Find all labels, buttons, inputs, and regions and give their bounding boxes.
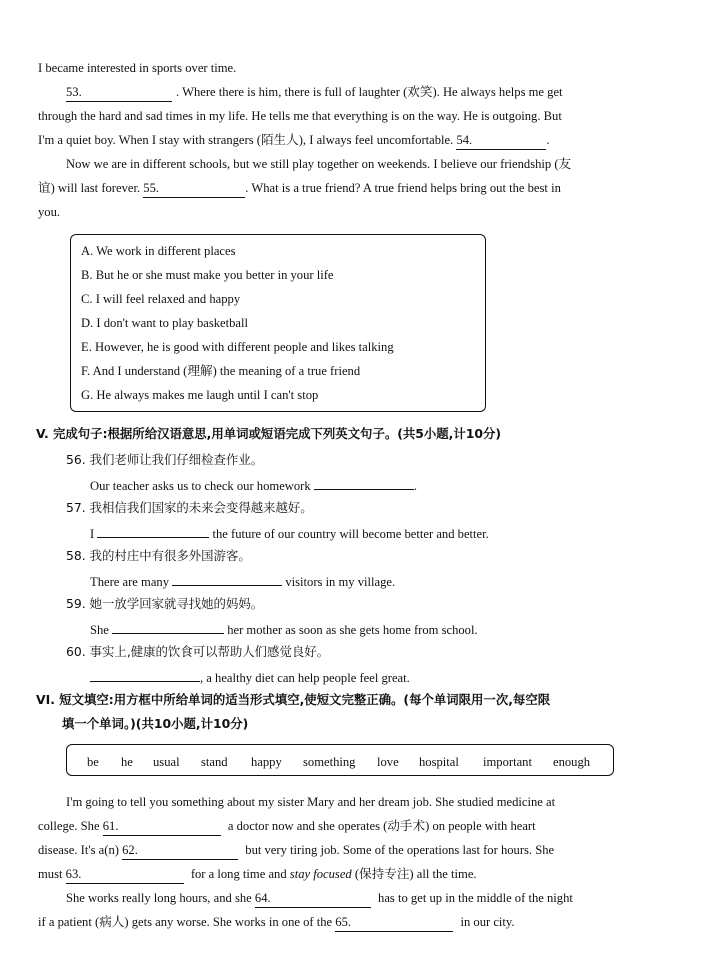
blank-63[interactable]: 63. [66,866,184,884]
word-bank-item: important [483,755,532,769]
sentence-text: . What is a true friend? A true friend helps bring out the best in [245,181,561,195]
option-d: D. I don't want to play basketball [81,316,249,330]
question-58-cn: 58. 我的村庄中有很多外国游客。 [66,548,251,563]
sentence-text: if a patient (病人) gets any worse. She works in one of the [38,915,333,929]
passage1-line [38,108,657,125]
word-bank-item: stand [201,755,228,769]
sentence-text: has to get up in the middle of the night [378,891,573,905]
sentence-text: must [38,867,63,881]
italic-phrase: stay focused [289,867,352,881]
option-c: C. I will feel relaxed and happy [81,292,241,306]
question-59-en [90,620,657,639]
question-56-en [90,476,657,495]
sentence-text: but very tiring job. Some of the operations last for hours. She [245,843,555,857]
answer-blank-59[interactable] [112,620,224,634]
sentence-text: I [90,527,95,541]
question-58-en [90,572,657,591]
question-59-cn: 59. 她一放学回家就寻找她的妈妈。 [66,596,264,611]
sentence-text: (保持专注) all the time. [354,867,477,881]
passage2-line [66,890,657,908]
sentence-text: I'm going to tell you something about my sister Mary and her dream job. She studied medicine at [66,795,556,809]
sentence-text: I became interested in sports over time. [38,61,237,75]
blank-62[interactable]: 62. [122,842,238,860]
passage1-line [38,132,657,150]
blank-55[interactable]: 55. [143,180,245,198]
passage2-line [38,842,657,860]
answer-blank-58[interactable] [172,572,282,586]
sentence-text: through the hard and sad times in my life. He tells me that everything is on the way. He is outgoing. But [38,109,562,123]
question-60-en [90,668,657,687]
word-bank-item: be [87,755,99,769]
sentence-text: college. She [38,819,100,833]
blank-54[interactable]: 54. [456,132,546,150]
sentence-text: , a healthy diet can help people feel great. [200,671,410,685]
answer-blank-57[interactable] [97,524,209,538]
passage2-line [38,914,657,932]
option-g: G. He always makes me laugh until I can't stop [81,388,319,402]
word-bank-item: he [121,755,133,769]
sentence-text: . Where there is him, there is full of laughter (欢笑). He always helps me get [176,85,563,99]
blank-61[interactable]: 61. [103,818,221,836]
passage1-line [66,156,657,173]
section-6-title: VI. 短文填空:用方框中所给单词的适当形式填空,使短文完整正确。(每个单词限用一次,每空限 [36,692,551,707]
section-6-title-cont: 填一个单词。)(共10小题,计10分) [62,716,249,731]
question-57-en [90,524,657,543]
word-bank-box [66,744,614,776]
option-f: F. And I understand (理解) the meaning of a true friend [81,364,361,378]
word-bank-item: hospital [419,755,459,769]
sentence-end: . [546,133,550,147]
sentence-text: Our teacher asks us to check our homework [90,479,311,493]
passage2-line [38,818,657,836]
blank-64[interactable]: 64. [255,890,371,908]
option-e: E. However, he is good with different people and likes talking [81,340,394,354]
sentence-text: you. [38,205,61,219]
passage2-line [38,866,657,884]
word-bank-item: happy [251,755,282,769]
question-57-cn: 57. 我相信我们国家的未来会变得越来越好。 [66,500,313,515]
sentence-text: her mother as soon as she gets home from school. [227,623,478,637]
sentence-text: There are many [90,575,170,589]
question-56-cn: 56. 我们老师让我们仔细检查作业。 [66,452,264,467]
option-b: B. But he or she must make you better in your life [81,268,334,282]
sentence-text: for a long time and [190,867,287,881]
section-5-title: V. 完成句子:根据所给汉语意思,用单词或短语完成下列英文句子。(共5小题,计10分) [36,426,502,441]
word-bank-item: love [377,755,399,769]
blank-65[interactable]: 65. [335,914,453,932]
sentence-text: visitors in my village. [285,575,396,589]
passage2-line [66,794,657,811]
blank-53[interactable]: 53. [66,84,172,102]
word-bank-item: enough [553,755,591,769]
passage1-line [66,84,657,102]
sentence-text: Now we are in different schools, but we still play together on weekends. I believe our friendship (友 [66,157,572,171]
sentence-text: a doctor now and she operates (动手术) on people with heart [227,819,536,833]
word-bank-item: usual [153,755,180,769]
answer-blank-56[interactable] [314,476,414,490]
passage1-line [38,204,657,221]
sentence-text: She works really long hours, and she [66,891,252,905]
sentence-text: I'm a quiet boy. When I stay with strangers (陌生人), I always feel uncomfortable. [38,133,454,147]
options-box [70,234,486,412]
sentence-text: in our city. [460,915,515,929]
sentence-text: the future of our country will become better and better. [212,527,489,541]
option-a: A. We work in different places [81,244,236,258]
sentence-text: She [90,623,109,637]
sentence-text: disease. It's a(n) [38,843,119,857]
sentence-end: . [413,479,417,493]
word-bank-item: something [303,755,356,769]
passage1-line [38,60,657,77]
question-60-cn: 60. 事实上,健康的饮食可以帮助人们感觉良好。 [66,644,330,659]
answer-blank-60[interactable] [90,668,200,682]
sentence-text: 谊) will last forever. [38,181,141,195]
passage1-line [38,180,657,198]
